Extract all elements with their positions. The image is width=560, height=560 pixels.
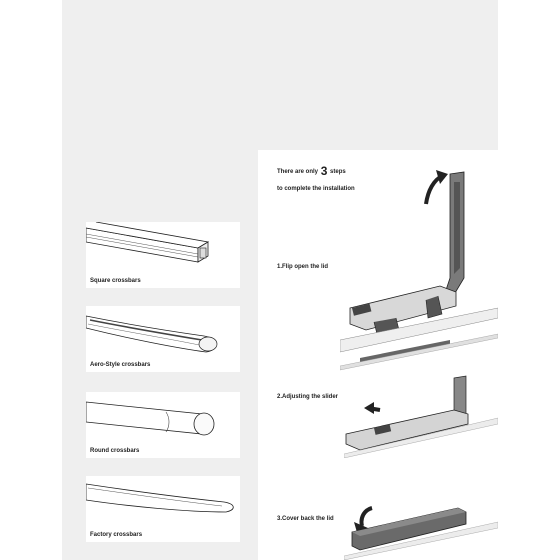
crossbar-card-square (86, 222, 240, 288)
crossbar-card-round (86, 392, 240, 458)
background-top (62, 0, 498, 150)
step-1-illustration (340, 168, 498, 378)
step-3-label: 3.Cover back the lid (277, 516, 334, 522)
crossbar-card-factory (86, 476, 240, 542)
crossbar-card-aero (86, 306, 240, 372)
factory-crossbar-icon (86, 476, 240, 532)
aero-crossbar-icon (86, 306, 240, 362)
intro-line-1 (277, 164, 346, 178)
crossbar-label: Aero-Style crossbars (90, 362, 151, 368)
step-2-label: 2.Adjusting the slider (277, 394, 339, 400)
step-2-illustration (344, 374, 498, 458)
round-crossbar-icon (86, 392, 240, 448)
crossbar-label: Square crossbars (90, 278, 141, 284)
crossbar-label: Round crossbars (90, 448, 140, 454)
intro-pre: There are only (277, 169, 319, 175)
step-1-label: 1.Flip open the lid (277, 264, 328, 270)
intro-post: steps (330, 169, 346, 175)
step-3-illustration (344, 474, 498, 560)
intro-line-2: to complete the installation (277, 186, 355, 192)
installation-panel (260, 150, 498, 560)
crossbar-label: Factory crossbars (90, 532, 143, 538)
intro-number: 3 (320, 164, 328, 178)
square-crossbar-icon (86, 222, 240, 278)
background-right (498, 150, 560, 560)
